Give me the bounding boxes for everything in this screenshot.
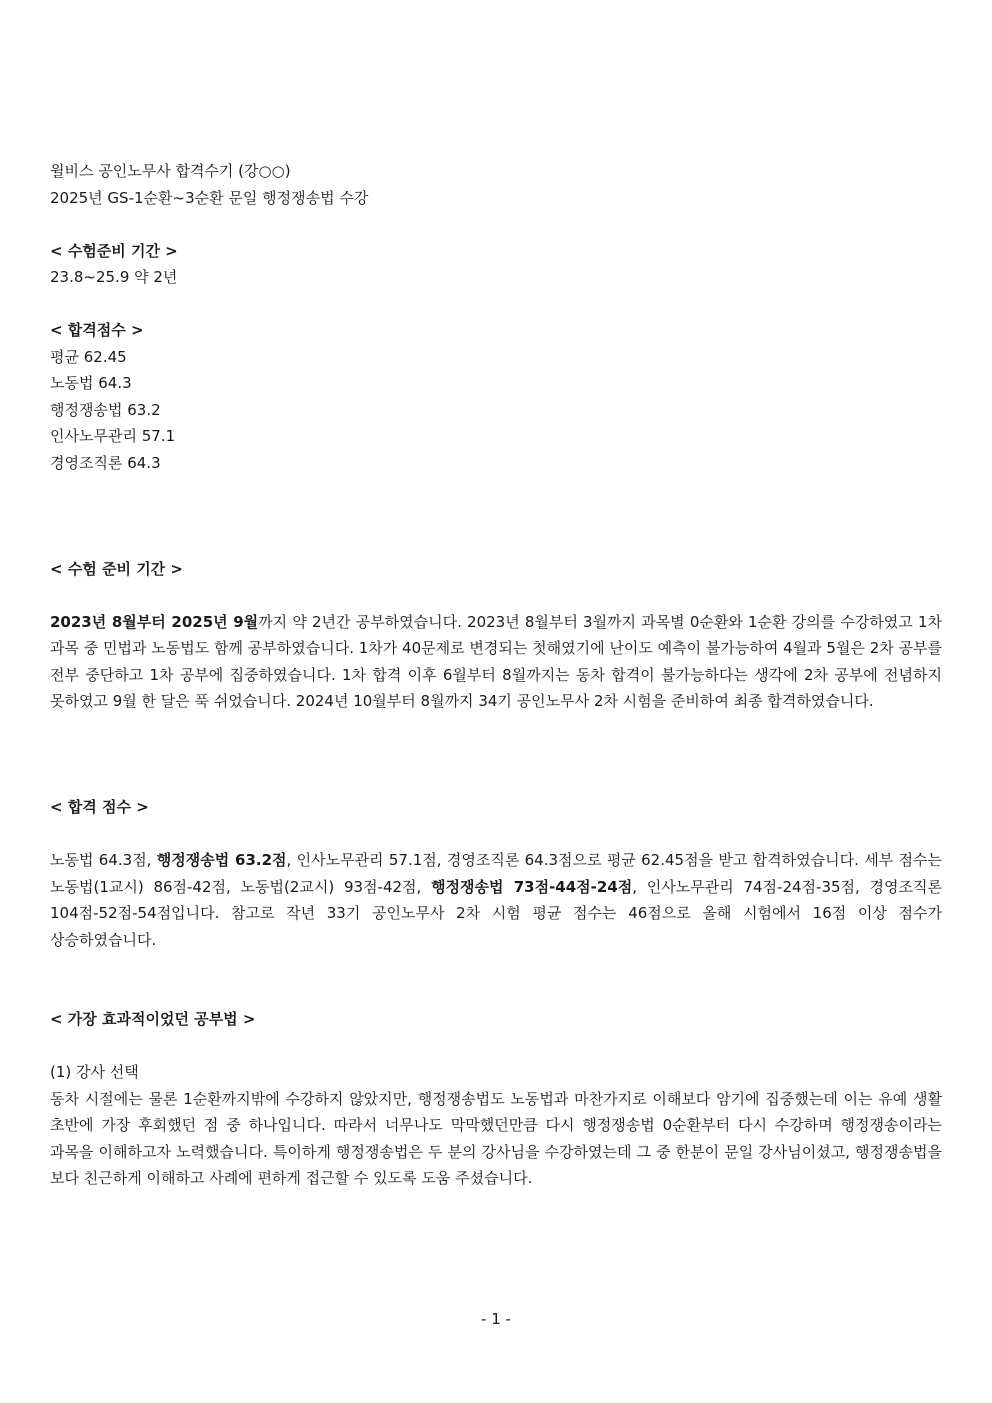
summary-score-heading: < 합격점수 > — [50, 321, 144, 339]
period-text: 까지 약 2년간 공부하였습니다. 2023년 8월부터 3월까지 과목별 0순환와 1순환 강의를 수강하였고 1차 과목 중 민법과 노동법도 함께 공부하였습니다. 1차가 40문제로 변경되는 첫해였기에 난이도 예측이 불가능하여 4월과 5월은 2차 공부를 전부 중단하고 1차 공부에 집중하였습니다. 1차 합격 이후 6월부터 8월까지는 동차 합격이 불가능하다는 생각에 2차 공부에 전념하지 못하였고 9월 한 달은 푹 쉬었습니다. 2024년 10월부터 8월까지 34기 공인노무사 2차 시험을 준비하여 최종 합격하였습니다. — [50, 612, 942, 710]
section-method-paragraph: 동차 시절에는 물론 1순환까지밖에 수강하지 않았지만, 행정쟁송법도 노동법과 마찬가지로 이해보다 암기에 집중했는데 이는 유예 생활 초반에 가장 후회했던 점 중 하나입니다. 따라서 너무나도 막막했던만큼 다시 행정쟁송법 0순환부터 다시 수강하며 행정쟁송이라는 과목을 이해하고자 노력했습니다. 특이하게 행정쟁송법은 두 분의 강사님을 수강하였는데 그 중 한분이 문일 강사님이셨고, 행정쟁송법을 보다 친근하게 이해하고 사례에 편하게 접근할 수 있도록 도움 주셨습니다. — [50, 1089, 942, 1187]
section-score-heading: < 합격 점수 > — [50, 798, 149, 816]
section-method-heading: < 가장 효과적이었던 공부법 > — [50, 1010, 256, 1028]
score-organization-theory: 경영조직론 64.3 — [50, 453, 161, 472]
score-bold-2: 행정쟁송법 73점-44점-24점 — [431, 877, 633, 896]
score-hr-management: 인사노무관리 57.1 — [50, 427, 176, 445]
document-page — [50, 158, 942, 1192]
document-title: 윌비스 공인노무사 합격수기 (강○○) — [50, 162, 291, 180]
summary-period-heading: < 수험준비 기간 > — [50, 241, 178, 260]
document-subtitle: 2025년 GS-1순환~3순환 문일 행정쟁송법 수강 — [50, 188, 369, 207]
section-period-paragraph — [50, 609, 942, 715]
section-score-paragraph — [50, 847, 942, 953]
period-bold-range: 2023년 8월부터 2025년 9월 — [50, 612, 259, 631]
score-text-3: , 인사노무관리 74점-24점-35점, 경영조직론 104점-52점-54점입니다. 참고로 작년 33기 공인노무사 2차 시험 평균 점수는 46점으로 올해 시험에서 16점 이상 점수가 상승하였습니다. — [50, 877, 942, 949]
score-admin-litigation: 행정쟁송법 63.2 — [50, 400, 161, 419]
method-subheading-instructor: (1) 강사 선택 — [50, 1063, 139, 1081]
score-average: 평균 62.45 — [50, 347, 127, 366]
score-text-1: 노동법 64.3점, — [50, 851, 157, 869]
score-labor-law: 노동법 64.3 — [50, 374, 132, 392]
page-number: - 1 - — [481, 1310, 511, 1328]
score-bold-1: 행정쟁송법 63.2점 — [156, 851, 287, 869]
summary-period-value: 23.8~25.9 약 2년 — [50, 268, 178, 286]
section-period-heading: < 수험 준비 기간 > — [50, 559, 183, 578]
score-text-2: , 인사노무관리 57.1점, 경영조직론 64.3점으로 평균 62.45점을 받고 합격하였습니다. 세부 점수는 노동법(1교시) 86점-42점, 노동법(2교시) 93점-42점, — [50, 851, 942, 896]
